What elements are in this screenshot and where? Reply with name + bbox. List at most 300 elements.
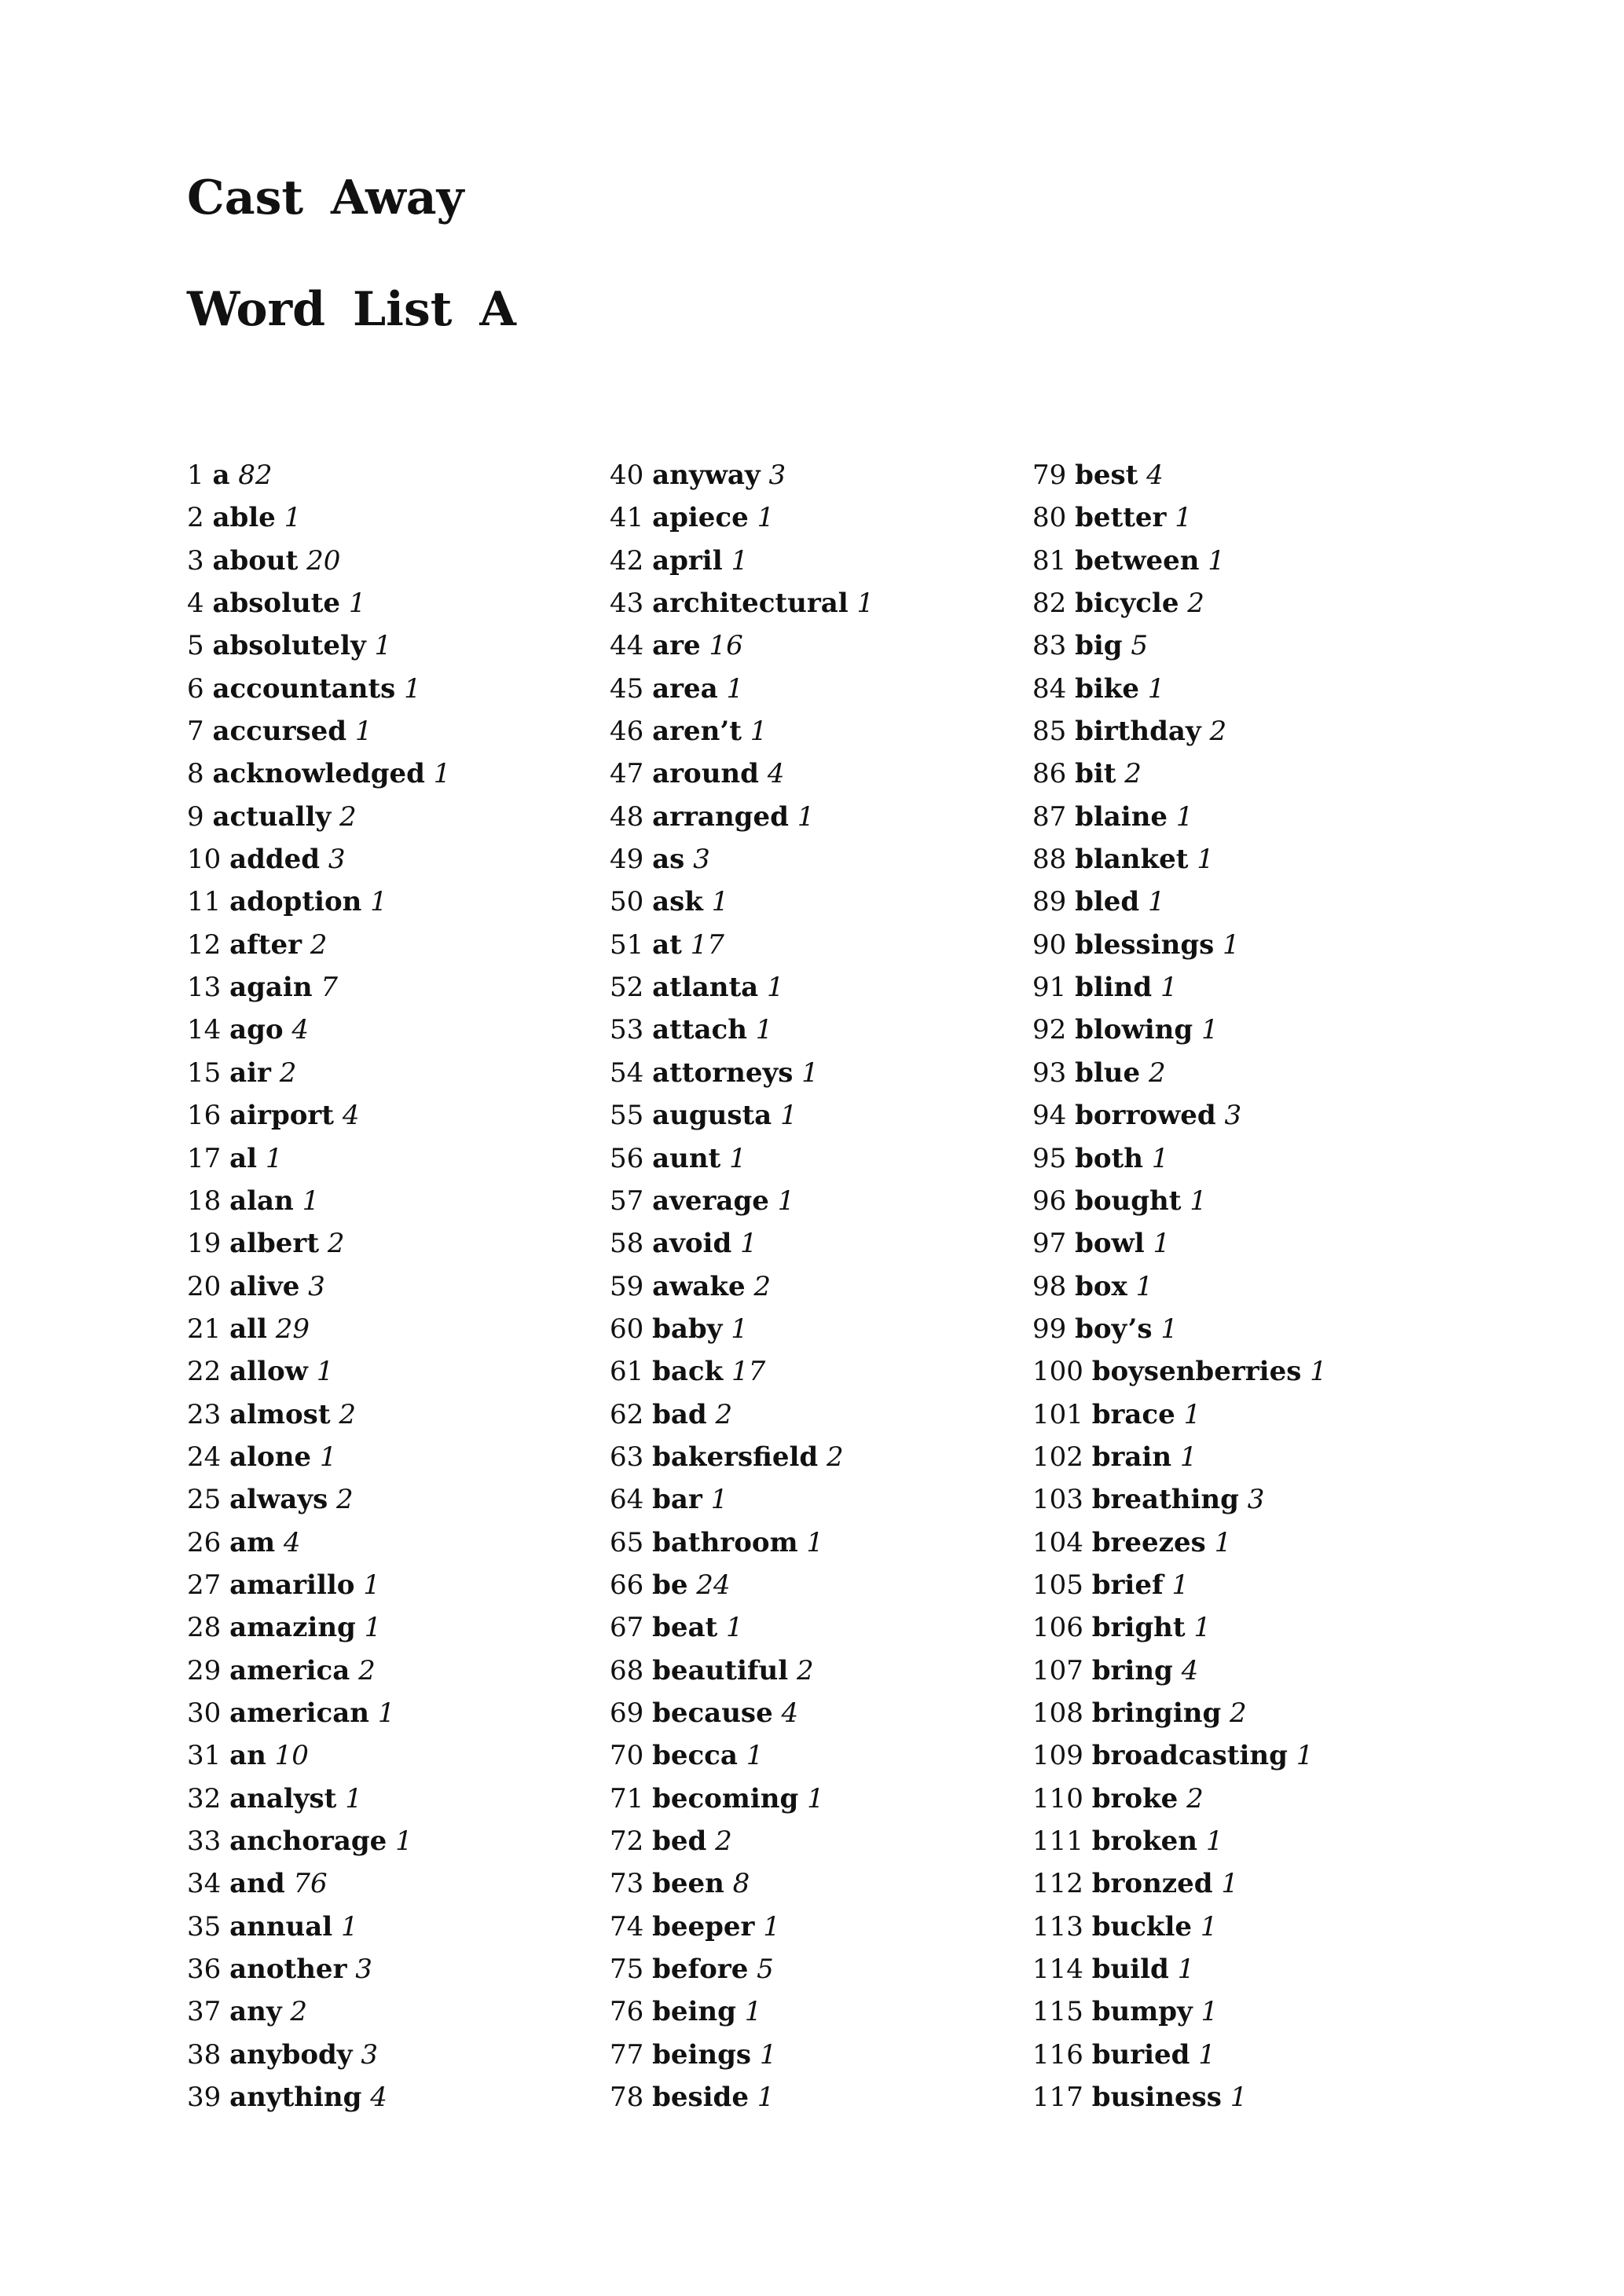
entry-count: 1 [1201, 1014, 1219, 1046]
word-entry [610, 1734, 874, 1777]
entry-number: 64 [610, 1484, 644, 1516]
entry-word: bring [1091, 1654, 1173, 1686]
entry-count: 2 [1186, 1782, 1204, 1814]
entry-word: broke [1091, 1782, 1179, 1814]
entry-word: accursed [212, 716, 347, 748]
entry-number: 17 [187, 1142, 222, 1174]
entry-word: blind [1075, 972, 1153, 1004]
entry-word: broken [1091, 1825, 1197, 1857]
word-entry [1032, 1990, 1327, 2033]
entry-count: 1 [363, 1569, 380, 1601]
entry-count: 1 [740, 1228, 757, 1260]
entry-word: being [652, 1996, 736, 2028]
entry-word: aunt [652, 1142, 721, 1174]
word-entry [1032, 1009, 1327, 1051]
entry-word: attach [652, 1014, 747, 1046]
entry-word: both [1075, 1142, 1143, 1174]
entry-word: anyway [652, 460, 761, 491]
entry-number: 83 [1032, 630, 1067, 662]
entry-count: 1 [797, 800, 815, 833]
entry-number: 78 [610, 2082, 644, 2114]
entry-word: big [1075, 630, 1123, 662]
entry-number: 97 [1032, 1228, 1067, 1260]
entry-word: accountants [212, 672, 396, 705]
word-entry [187, 1094, 450, 1137]
entry-number: 111 [1032, 1825, 1083, 1857]
entry-word: broadcasting [1091, 1740, 1288, 1772]
entry-number: 94 [1032, 1100, 1067, 1132]
entry-word: beat [652, 1612, 718, 1644]
entry-count: 2 [339, 1398, 356, 1430]
entry-number: 13 [187, 972, 222, 1004]
entry-count: 1 [1151, 1142, 1169, 1174]
entry-number: 20 [187, 1270, 222, 1302]
word-entry [610, 454, 874, 496]
entry-count: 1 [1200, 1910, 1218, 1943]
word-entry [1032, 1862, 1327, 1905]
word-entry [187, 1009, 450, 1051]
entry-number: 100 [1032, 1356, 1083, 1388]
entry-count: 5 [757, 1954, 774, 1986]
entry-count: 1 [763, 1910, 780, 1943]
word-entry [187, 966, 450, 1009]
entry-word: best [1075, 460, 1138, 491]
word-entry [610, 1478, 874, 1521]
entry-count: 1 [780, 1100, 797, 1132]
entry-count: 2 [358, 1654, 376, 1686]
entry-number: 22 [187, 1356, 222, 1388]
entry-count: 29 [275, 1313, 310, 1345]
entry-word: attorneys [652, 1056, 794, 1089]
word-entry [1032, 1778, 1327, 1820]
entry-count: 1 [757, 502, 775, 534]
entry-word: about [212, 544, 299, 577]
entry-count: 8 [732, 1868, 750, 1900]
word-entry [187, 1734, 450, 1777]
entry-count: 1 [1177, 1954, 1195, 1986]
word-column-1 [187, 454, 450, 2118]
word-entry [187, 582, 450, 624]
entry-number: 59 [610, 1270, 644, 1302]
entry-word: ago [229, 1014, 284, 1046]
entry-word: alone [229, 1441, 312, 1473]
word-entry [187, 1478, 450, 1521]
entry-count: 1 [284, 502, 302, 534]
entry-count: 7 [321, 972, 339, 1004]
entry-number: 43 [610, 588, 644, 620]
entry-word: ask [652, 886, 703, 918]
entry-number: 95 [1032, 1142, 1067, 1174]
word-entry [1032, 624, 1327, 667]
entry-count: 1 [1175, 502, 1192, 534]
entry-number: 55 [610, 1100, 644, 1132]
word-entry [187, 710, 450, 753]
word-entry [610, 582, 874, 624]
entry-number: 19 [187, 1228, 222, 1260]
entry-count: 1 [1296, 1740, 1314, 1772]
entry-number: 76 [610, 1996, 644, 2028]
entry-number: 3 [187, 544, 204, 577]
entry-word: airport [229, 1100, 335, 1132]
entry-word: am [229, 1526, 276, 1558]
entry-number: 51 [610, 928, 644, 961]
entry-count: 2 [753, 1270, 772, 1302]
word-entry [610, 1778, 874, 1820]
entry-count: 3 [361, 2038, 379, 2071]
entry-count: 1 [755, 1014, 773, 1046]
entry-count: 24 [696, 1569, 731, 1601]
entry-word: any [229, 1996, 282, 2028]
word-entry [610, 2076, 874, 2118]
entry-number: 23 [187, 1398, 222, 1430]
word-entry [610, 1265, 874, 1308]
entry-number: 106 [1032, 1612, 1083, 1644]
entry-count: 1 [395, 1825, 412, 1857]
entry-word: annual [229, 1910, 333, 1943]
word-entry [187, 1052, 450, 1094]
word-entry [187, 1990, 450, 2033]
entry-number: 60 [610, 1313, 644, 1345]
word-entry [187, 1778, 450, 1820]
entry-count: 1 [710, 1484, 728, 1516]
document-title: Cast Away [187, 170, 464, 225]
entry-number: 34 [187, 1868, 222, 1900]
entry-number: 4 [187, 588, 204, 620]
entry-count: 1 [744, 1996, 762, 2028]
entry-word: bright [1091, 1612, 1186, 1644]
entry-word: becoming [652, 1782, 799, 1814]
word-entry [610, 966, 874, 1009]
entry-word: avoid [652, 1228, 732, 1260]
entry-count: 2 [1124, 758, 1142, 790]
word-entry [610, 1862, 874, 1905]
entry-number: 69 [610, 1697, 644, 1729]
word-entry [1032, 1180, 1327, 1222]
entry-count: 1 [777, 1185, 795, 1217]
entry-number: 96 [1032, 1185, 1067, 1217]
entry-count: 1 [731, 544, 749, 577]
entry-word: area [652, 672, 718, 705]
entry-word: absolutely [212, 630, 366, 662]
entry-count: 3 [355, 1954, 372, 1986]
entry-word: becca [652, 1740, 738, 1772]
word-entry [1032, 2076, 1327, 2118]
word-entry [610, 1052, 874, 1094]
word-entry [1032, 1906, 1327, 1948]
entry-word: amazing [229, 1612, 356, 1644]
entry-count: 4 [781, 1697, 799, 1729]
entry-word: april [652, 544, 723, 577]
entry-number: 49 [610, 844, 644, 876]
entry-number: 16 [187, 1100, 222, 1132]
entry-number: 39 [187, 2082, 222, 2114]
entry-count: 1 [1148, 886, 1165, 918]
entry-word: build [1091, 1954, 1169, 1986]
word-entry [610, 1350, 874, 1393]
entry-number: 103 [1032, 1484, 1083, 1516]
entry-number: 21 [187, 1313, 222, 1345]
entry-word: back [652, 1356, 724, 1388]
entry-word: apiece [652, 502, 749, 534]
entry-number: 108 [1032, 1697, 1083, 1729]
entry-number: 73 [610, 1868, 644, 1900]
word-entry [187, 496, 450, 539]
word-entry [1032, 1222, 1327, 1265]
entry-word: average [652, 1185, 769, 1217]
word-entry [610, 753, 874, 795]
entry-count: 1 [1190, 1185, 1207, 1217]
entry-number: 82 [1032, 588, 1067, 620]
entry-word: bathroom [652, 1526, 798, 1558]
word-entry [187, 753, 450, 795]
entry-word: beautiful [652, 1654, 789, 1686]
entry-count: 1 [750, 716, 768, 748]
word-entry [1032, 1606, 1327, 1649]
word-entry [610, 838, 874, 881]
entry-word: beings [652, 2038, 752, 2071]
entry-number: 114 [1032, 1954, 1083, 1986]
entry-number: 107 [1032, 1654, 1083, 1686]
entry-word: analyst [229, 1782, 337, 1814]
entry-word: amarillo [229, 1569, 355, 1601]
entry-count: 1 [711, 886, 729, 918]
entry-number: 65 [610, 1526, 644, 1558]
word-entry [187, 2076, 450, 2118]
word-entry [610, 1650, 874, 1692]
entry-word: able [212, 502, 276, 534]
entry-count: 1 [757, 2082, 775, 2114]
entry-word: beside [652, 2082, 749, 2114]
entry-number: 91 [1032, 972, 1067, 1004]
entry-count: 2 [310, 928, 328, 961]
entry-number: 31 [187, 1740, 222, 1772]
entry-count: 1 [806, 1526, 824, 1558]
entry-number: 109 [1032, 1740, 1083, 1772]
word-entry [187, 1393, 450, 1436]
entry-count: 1 [1160, 972, 1178, 1004]
entry-number: 87 [1032, 800, 1067, 833]
entry-number: 36 [187, 1954, 222, 1986]
entry-word: business [1091, 2082, 1222, 2114]
entry-count: 2 [336, 1484, 354, 1516]
word-entry [1032, 1436, 1327, 1478]
entry-number: 88 [1032, 844, 1067, 876]
word-entry [187, 1350, 450, 1393]
entry-count: 1 [1205, 1825, 1223, 1857]
word-entry [1032, 966, 1327, 1009]
word-entry [610, 1436, 874, 1478]
entry-count: 1 [377, 1697, 395, 1729]
entry-word: adoption [229, 886, 362, 918]
entry-number: 44 [610, 630, 644, 662]
word-entry [1032, 1734, 1327, 1777]
entry-count: 1 [1147, 672, 1165, 705]
entry-number: 70 [610, 1740, 644, 1772]
word-entry [610, 1522, 874, 1564]
word-column-3 [1032, 454, 1327, 2118]
entry-number: 61 [610, 1356, 644, 1388]
entry-count: 3 [308, 1270, 325, 1302]
entry-word: borrowed [1075, 1100, 1216, 1132]
entry-count: 2 [1148, 1056, 1166, 1089]
entry-word: been [652, 1868, 724, 1900]
entry-count: 1 [404, 672, 421, 705]
entry-count: 2 [290, 1996, 308, 2028]
word-entry [187, 1606, 450, 1649]
entry-number: 6 [187, 672, 204, 705]
entry-count: 1 [759, 2038, 777, 2071]
entry-number: 50 [610, 886, 644, 918]
entry-number: 101 [1032, 1398, 1083, 1430]
entry-number: 8 [187, 758, 204, 790]
word-entry [1032, 1692, 1327, 1734]
entry-number: 7 [187, 716, 204, 748]
entry-word: again [229, 972, 313, 1004]
entry-number: 45 [610, 672, 644, 705]
entry-word: boysenberries [1091, 1356, 1302, 1388]
entry-word: at [652, 928, 682, 961]
word-entry [187, 881, 450, 923]
entry-word: between [1075, 544, 1200, 577]
entry-count: 1 [345, 1782, 362, 1814]
word-entry [610, 1948, 874, 1990]
entry-number: 15 [187, 1056, 222, 1089]
entry-word: brain [1091, 1441, 1172, 1473]
entry-word: are [652, 630, 701, 662]
entry-number: 5 [187, 630, 204, 662]
entry-word: allow [229, 1356, 308, 1388]
word-entry [1032, 1265, 1327, 1308]
entry-number: 58 [610, 1228, 644, 1260]
entry-number: 54 [610, 1056, 644, 1089]
entry-number: 89 [1032, 886, 1067, 918]
entry-count: 1 [1160, 1313, 1178, 1345]
entry-number: 115 [1032, 1996, 1083, 2028]
entry-number: 68 [610, 1654, 644, 1686]
entry-count: 1 [302, 1185, 320, 1217]
entry-word: boy’s [1075, 1313, 1153, 1345]
entry-number: 12 [187, 928, 222, 961]
word-entry [610, 1308, 874, 1350]
entry-count: 2 [796, 1654, 814, 1686]
word-entry [610, 796, 874, 838]
entry-count: 2 [1230, 1697, 1247, 1729]
entry-number: 77 [610, 2038, 644, 2071]
entry-number: 47 [610, 758, 644, 790]
entry-word: blue [1075, 1056, 1141, 1089]
entry-number: 32 [187, 1782, 222, 1814]
entry-count: 1 [265, 1142, 283, 1174]
entry-word: always [229, 1484, 328, 1516]
entry-number: 85 [1032, 716, 1067, 748]
entry-word: bled [1075, 886, 1140, 918]
entry-word: blanket [1075, 844, 1189, 876]
word-entry [1032, 924, 1327, 966]
entry-number: 40 [610, 460, 644, 491]
entry-count: 1 [1230, 2082, 1248, 2114]
word-entry [610, 1564, 874, 1606]
entry-count: 1 [319, 1441, 337, 1473]
word-entry [187, 1820, 450, 1862]
entry-word: atlanta [652, 972, 759, 1004]
entry-count: 4 [370, 2082, 387, 2114]
word-entry [610, 1137, 874, 1180]
entry-word: be [652, 1569, 688, 1601]
entry-count: 4 [767, 758, 785, 790]
entry-count: 1 [1201, 1996, 1219, 2028]
entry-number: 37 [187, 1996, 222, 2028]
entry-count: 1 [767, 972, 784, 1004]
word-entry [1032, 1948, 1327, 1990]
entry-count: 1 [348, 588, 366, 620]
entry-word: augusta [652, 1100, 772, 1132]
entry-count: 1 [1171, 1569, 1190, 1601]
word-entry [1032, 1650, 1327, 1692]
entry-number: 10 [187, 844, 222, 876]
entry-number: 92 [1032, 1014, 1067, 1046]
entry-count: 2 [715, 1398, 733, 1430]
word-entry [187, 1137, 450, 1180]
entry-number: 2 [187, 502, 204, 534]
word-entry [1032, 753, 1327, 795]
entry-count: 4 [283, 1526, 301, 1558]
entry-count: 1 [726, 672, 744, 705]
entry-word: blowing [1075, 1014, 1193, 1046]
entry-word: awake [652, 1270, 746, 1302]
entry-word: before [652, 1954, 749, 1986]
entry-word: better [1075, 502, 1167, 534]
entry-count: 3 [768, 460, 786, 491]
entry-count: 1 [1135, 1270, 1153, 1302]
entry-word: blessings [1075, 928, 1215, 961]
entry-number: 72 [610, 1825, 644, 1857]
entry-count: 2 [715, 1825, 732, 1857]
word-entry [187, 1948, 450, 1990]
word-entry [1032, 796, 1327, 838]
entry-count: 1 [856, 588, 874, 620]
entry-count: 1 [807, 1782, 824, 1814]
entry-word: al [229, 1142, 258, 1174]
word-entry [610, 1692, 874, 1734]
entry-count: 17 [690, 928, 724, 961]
entry-word: birthday [1075, 716, 1201, 748]
entry-word: all [229, 1313, 267, 1345]
word-entry [610, 1606, 874, 1649]
word-entry [1032, 1564, 1327, 1606]
entry-word: bringing [1091, 1697, 1222, 1729]
word-entry [610, 1820, 874, 1862]
entry-word: after [229, 928, 302, 961]
word-entry [1032, 1137, 1327, 1180]
entry-count: 1 [341, 1910, 358, 1943]
entry-count: 1 [1179, 1441, 1197, 1473]
word-entry [610, 924, 874, 966]
entry-number: 24 [187, 1441, 222, 1473]
word-entry [1032, 454, 1327, 496]
word-entry [187, 1906, 450, 1948]
word-entry [187, 1564, 450, 1606]
entry-word: as [652, 844, 685, 876]
entry-count: 1 [370, 886, 387, 918]
word-entry [1032, 1820, 1327, 1862]
word-entry [1032, 540, 1327, 582]
word-entry [1032, 1393, 1327, 1436]
entry-number: 90 [1032, 928, 1067, 961]
entry-number: 62 [610, 1398, 644, 1430]
entry-word: bad [652, 1398, 707, 1430]
word-entry [187, 924, 450, 966]
entry-count: 1 [1197, 844, 1214, 876]
